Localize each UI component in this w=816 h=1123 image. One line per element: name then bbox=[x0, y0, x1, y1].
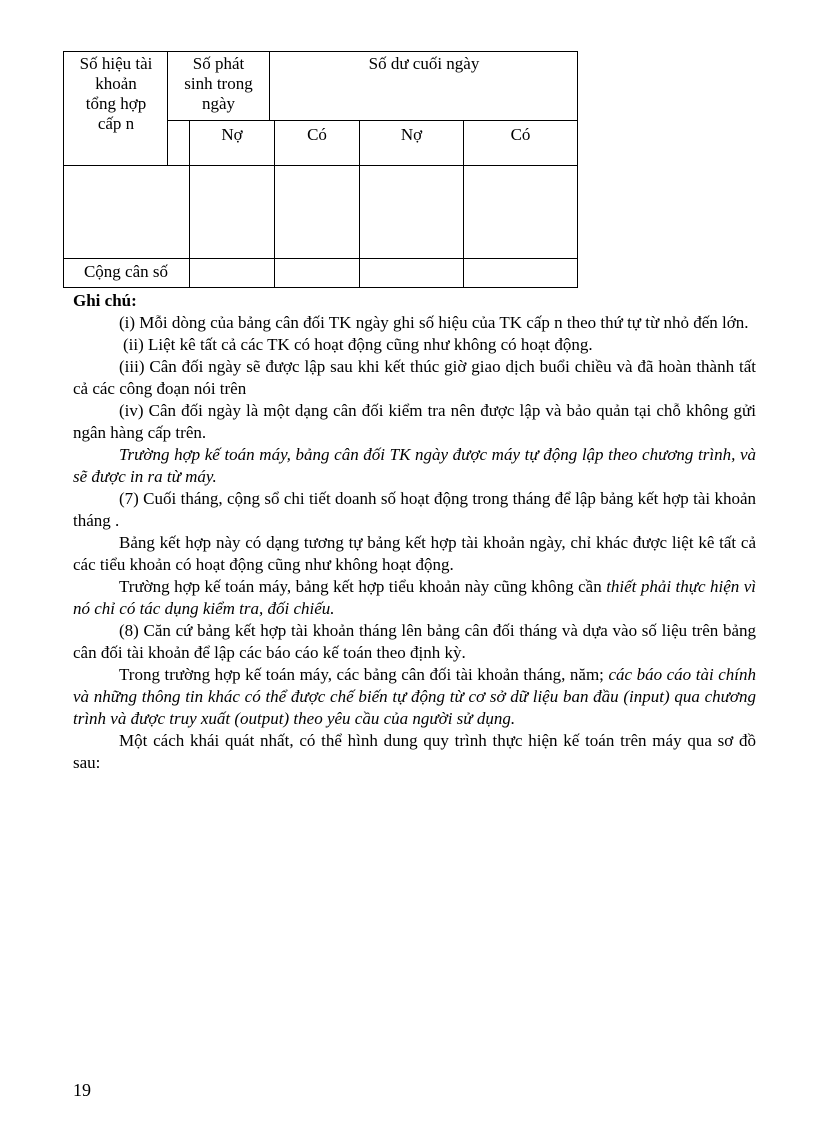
note-paragraph-11: Một cách khái quát nhất, có thể hình dung quy trình thực hiện kế toán trên máy qua sơ đồ sau: bbox=[73, 731, 756, 772]
footer-total-label: Cộng cân số bbox=[83, 262, 169, 281]
note-paragraph-10-italic: các báo cáo tài chính và những thông tin khác có thể được chế biến tự động từ cơ sở dữ liệu ban đầu (input) qua chương trình và được truy xuất (output) theo yêu cầu của người sử dụng. bbox=[73, 665, 756, 728]
note-paragraph-3: (iii) Cân đối ngày sẽ được lập sau khi kết thúc giờ giao dịch buổi chiều và đã hoàn thành tất cả các công đoạn nói trên bbox=[73, 357, 756, 398]
table-border-left bbox=[63, 51, 64, 288]
note-paragraph-7: Bảng kết hợp này có dạng tương tự bảng kết hợp tài khoản ngày, chỉ khác được liệt kê tất cả các tiểu khoản có hoạt động cũng như không hoạt động. bbox=[73, 533, 756, 574]
subheader-debit-2: Nợ bbox=[400, 125, 423, 144]
subheader-credit-1: Có bbox=[307, 125, 327, 144]
subheader-debit-1: Nợ bbox=[221, 125, 243, 144]
note-paragraph-8-italic: thiết phải thực hiện vì nó chỉ có tác dụng kiểm tra, đối chiếu. bbox=[73, 577, 756, 618]
daily-balance-table bbox=[63, 51, 578, 288]
note-paragraph-4: (iv) Cân đối ngày là một dạng cân đối kiểm tra nên được lập và bảo quản tại chỗ không gửi ngân hàng cấp trên. bbox=[73, 401, 756, 442]
table-rule-body-bottom bbox=[63, 258, 578, 259]
table-border-bottom bbox=[63, 287, 578, 288]
header-daily-transactions bbox=[168, 54, 269, 114]
page-number: 19 bbox=[73, 1080, 91, 1100]
subheader-credit-2: Có bbox=[510, 125, 531, 144]
header-account-code-line1: Số hiệu tài bbox=[79, 54, 153, 73]
table-vline-body-c bbox=[359, 165, 360, 288]
header-account-code-line2: khoản bbox=[95, 74, 137, 93]
table-border-top bbox=[63, 51, 578, 52]
table-vline-body-d bbox=[463, 165, 464, 288]
table-vline-body-a bbox=[189, 165, 190, 288]
header-account-code-line3: tổng hợp bbox=[85, 94, 147, 113]
note-paragraph-10-normal: Trong trường hợp kế toán máy, các bảng cân đối tài khoản tháng, năm; bbox=[119, 665, 609, 684]
header-end-of-day-balance: Số dư cuối ngày bbox=[368, 54, 480, 73]
header-account-code-line4: cấp n bbox=[97, 114, 135, 133]
notes-section bbox=[73, 290, 756, 774]
note-paragraph-8 bbox=[73, 576, 756, 620]
note-paragraph-9: (8) Căn cứ bảng kết hợp tài khoản tháng lên bảng cân đối tháng và dựa vào số liệu trên bảng cân đối tài khoản để lập các báo cáo kế toán theo định kỳ. bbox=[73, 621, 756, 662]
note-paragraph-6: (7) Cuối tháng, cộng sổ chi tiết doanh số hoạt động trong tháng để lập bảng kết hợp tài khoản tháng . bbox=[73, 489, 756, 530]
note-paragraph-5: Trường hợp kế toán máy, bảng cân đối TK ngày được máy tự động lập theo chương trình, và sẽ được in ra từ máy. bbox=[73, 445, 756, 486]
table-border-right bbox=[577, 51, 578, 288]
header-account-code bbox=[65, 54, 167, 134]
notes-title: Ghi chú: bbox=[73, 291, 137, 310]
note-paragraph-10 bbox=[73, 664, 756, 730]
table-vline-body-b bbox=[274, 165, 275, 288]
note-paragraph-1: (i) Mỗi dòng của bảng cân đối TK ngày ghi số hiệu của TK cấp n theo thứ tự từ nhỏ đến lớn. bbox=[119, 313, 749, 332]
note-paragraph-2: (ii) Liệt kê tất cả các TK có hoạt động cũng như không có hoạt động. bbox=[123, 335, 593, 354]
header-daily-transactions-line2: sinh trong bbox=[184, 74, 253, 93]
table-rule-header-bottom bbox=[63, 165, 578, 166]
header-daily-transactions-line1: Số phát bbox=[192, 54, 245, 73]
table-rule-header-mid bbox=[167, 120, 578, 121]
header-daily-transactions-line3: ngày bbox=[201, 94, 236, 113]
note-paragraph-8-normal: Trường hợp kế toán máy, bảng kết hợp tiểu khoản này cũng không cần bbox=[119, 577, 607, 596]
